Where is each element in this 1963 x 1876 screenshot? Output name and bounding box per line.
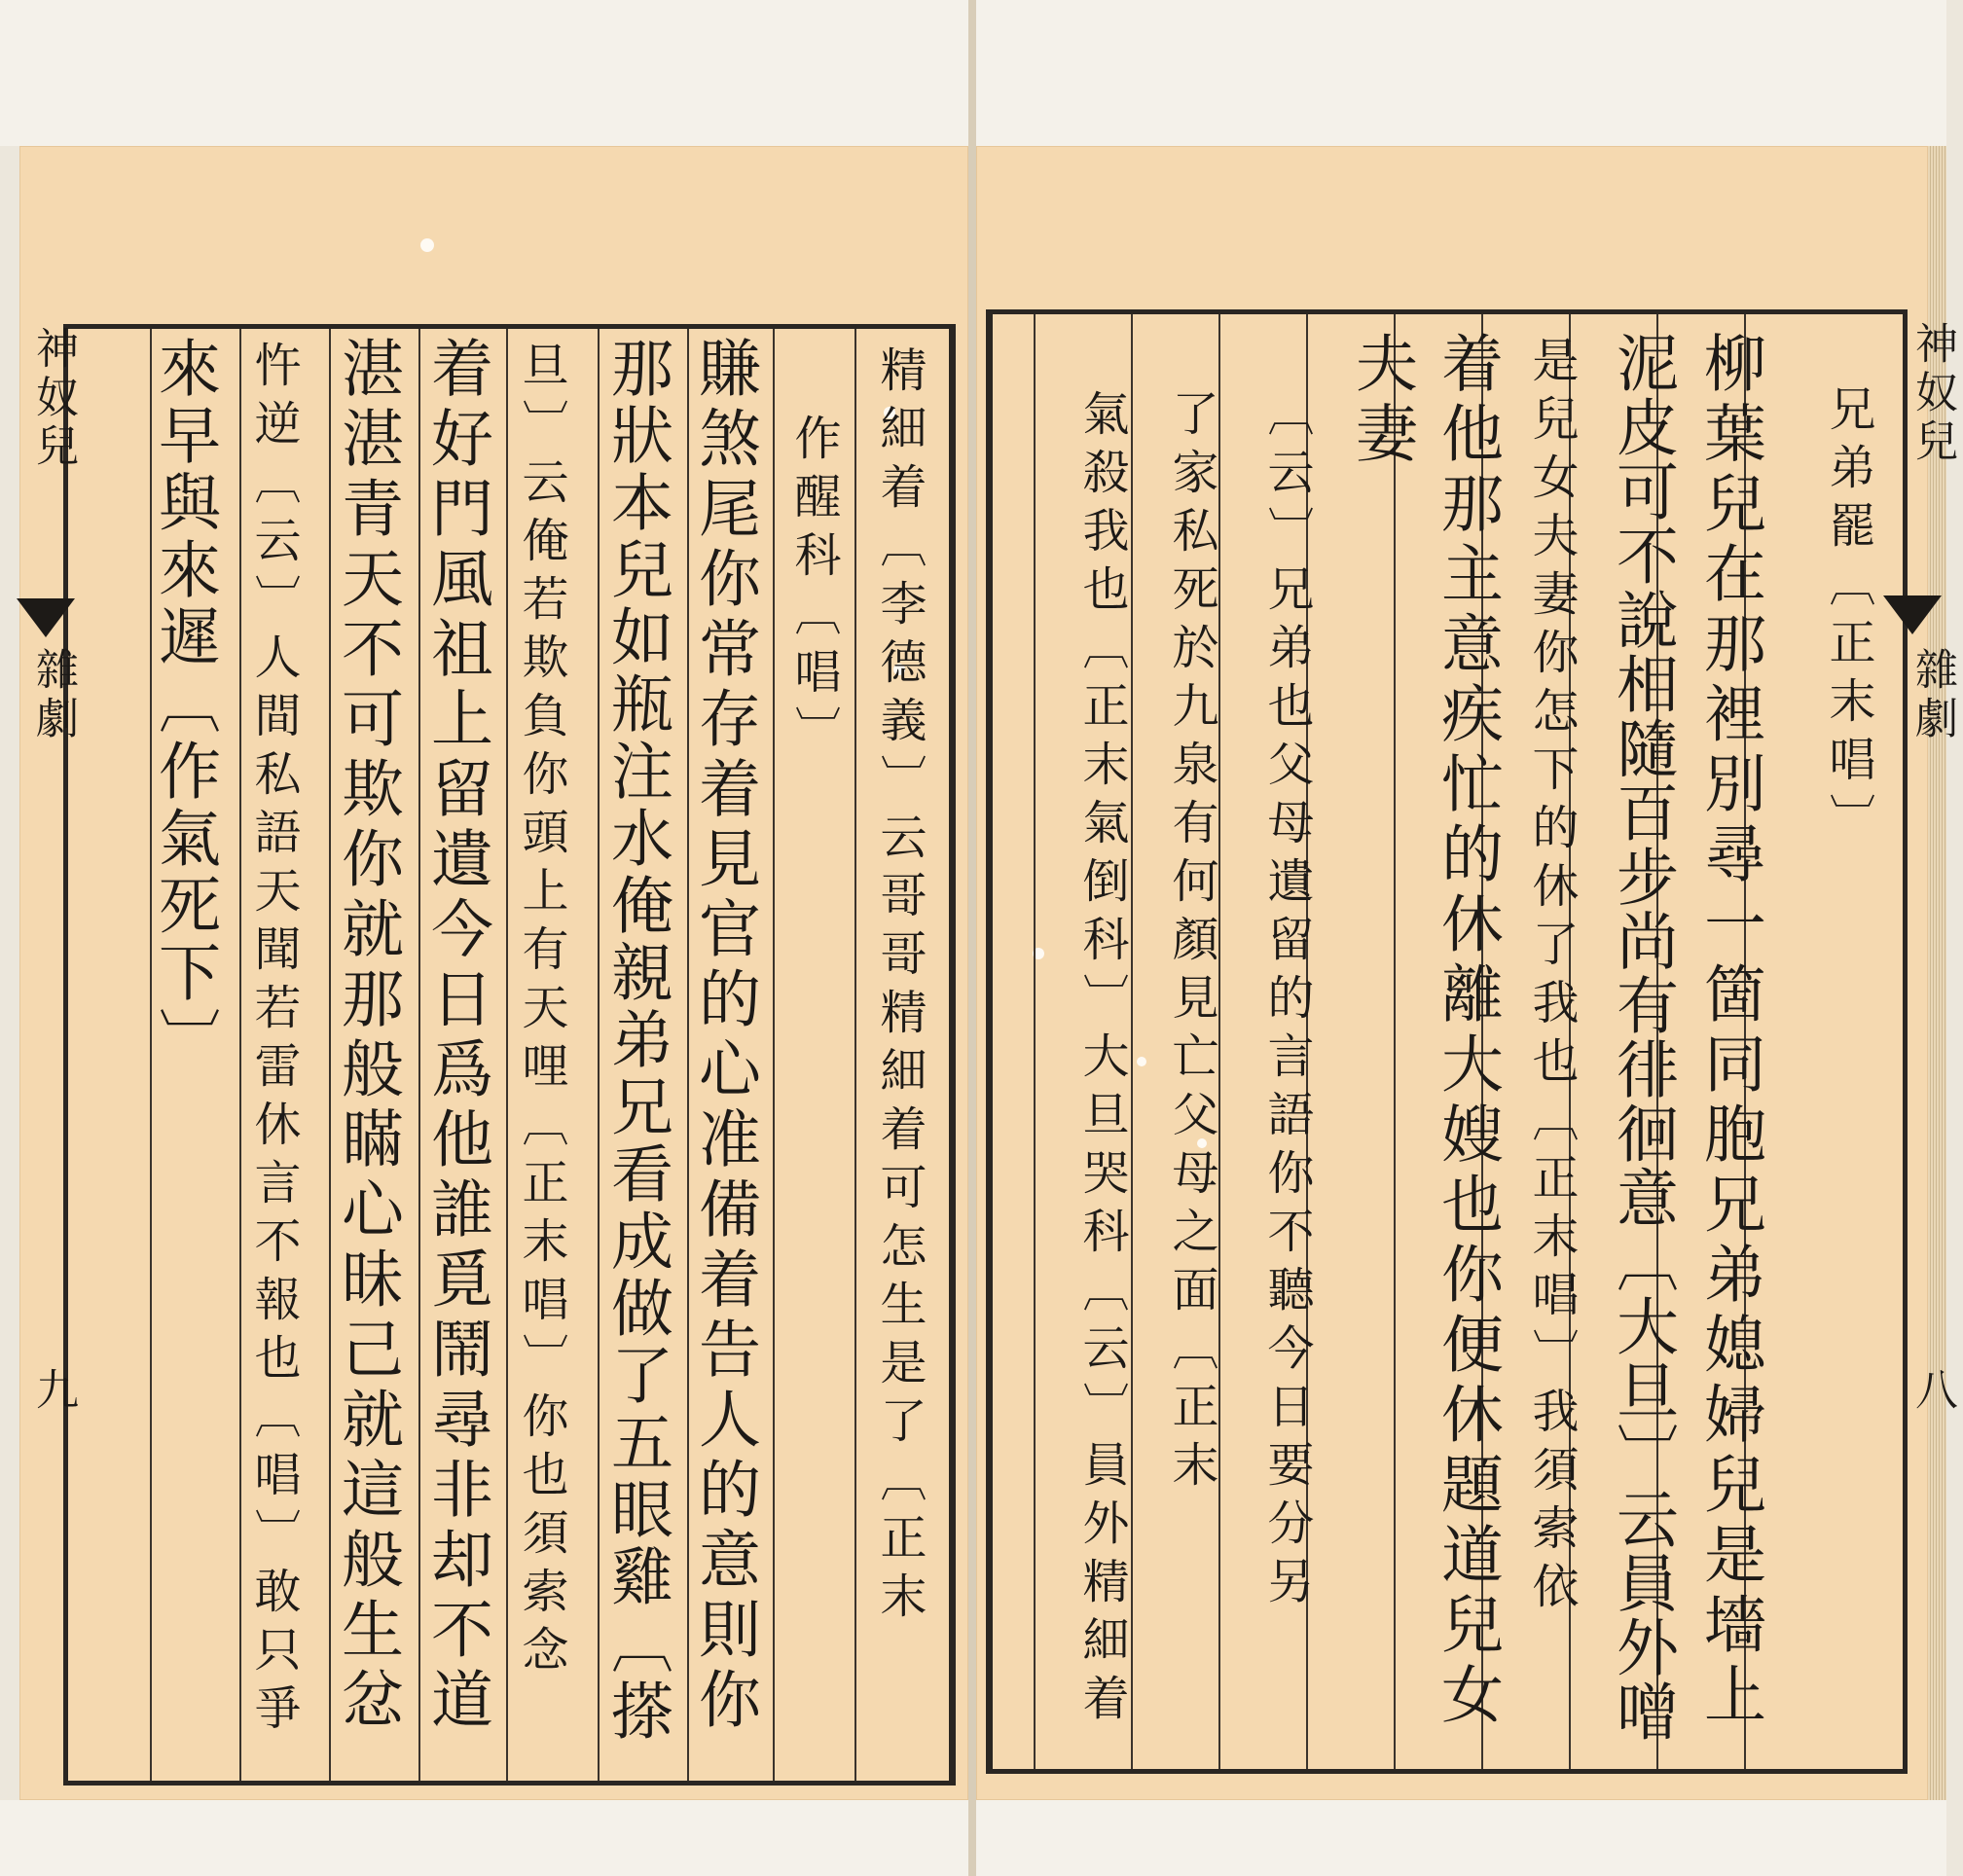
text-column: 泥皮可不說相隨百步尚有徘徊意〔大旦〕云員外噌 xyxy=(1606,331,1678,1744)
margin-section: 雜劇 xyxy=(1908,647,1957,744)
paper-spot xyxy=(420,238,434,252)
column-rule xyxy=(598,329,600,1781)
text-column: 賺煞尾你常存着見官的心准備着告人的意則你 xyxy=(688,336,760,1737)
column-rule xyxy=(1131,314,1133,1769)
folio-number: 八 xyxy=(1908,1367,1957,1416)
column-rule xyxy=(1394,314,1396,1769)
column-rule xyxy=(506,329,508,1781)
text-column: 氣殺我也〔正末氣倒科〕大旦哭科〔云〕員外精細着 xyxy=(1074,389,1129,1732)
text-column: 是兒女夫妻你怎下的休了我也〔正末唱〕我須索依 xyxy=(1524,336,1579,1620)
text-column: 〔云〕兄弟也父母遺留的言語你不聽今日要分另 xyxy=(1259,389,1314,1615)
column-rule xyxy=(239,329,241,1781)
folio-number: 九 xyxy=(28,1367,78,1416)
column-rule xyxy=(773,329,775,1781)
text-column: 着他那主意疾忙的休離大嫂也你便休題道兒女 xyxy=(1431,331,1503,1732)
text-column: 夫妻 xyxy=(1345,331,1417,471)
fishtail-mark xyxy=(17,598,75,637)
text-column: 着好門風祖上留遺今日爲他誰覓鬧尋非却不道 xyxy=(420,336,492,1737)
text-column: 來早與來遲〔作氣死下〕 xyxy=(148,336,220,1074)
column-rule xyxy=(1034,314,1036,1769)
text-column: 柳葉兒在那裡別尋一箇同胞兄弟媳婦兒是墻上 xyxy=(1693,331,1765,1732)
text-column: 湛湛青天不可欺你就那般瞞心昧己就這般生忿 xyxy=(331,336,403,1737)
margin-section: 雜劇 xyxy=(28,647,78,744)
fishtail-mark xyxy=(1883,595,1942,634)
book-gutter xyxy=(968,0,976,1876)
text-column: 作醒科〔唱〕 xyxy=(786,414,841,764)
margin-title: 神奴兒 xyxy=(28,326,78,472)
column-rule xyxy=(854,329,856,1781)
text-column: 了家私死於九泉有何顏見亡父母之面〔正末 xyxy=(1164,389,1218,1498)
text-column: 忤逆〔云〕人間私語天聞若雷休言不報也〔唱〕敢只爭 xyxy=(246,341,301,1742)
text-column: 精細着〔李德義〕云哥哥精細着可怎生是了〔正末 xyxy=(872,345,927,1630)
text-column: 那狀本兒如瓶注水俺親弟兄看成做了五眼雞〔搽 xyxy=(600,336,673,1746)
text-column: 兄弟罷〔正末唱〕 xyxy=(1821,384,1875,851)
margin-title: 神奴兒 xyxy=(1908,321,1957,467)
column-rule xyxy=(1218,314,1220,1769)
text-column: 旦〕云俺若欺負你頭上有天哩〔正末唱〕你也須索念 xyxy=(514,341,568,1683)
